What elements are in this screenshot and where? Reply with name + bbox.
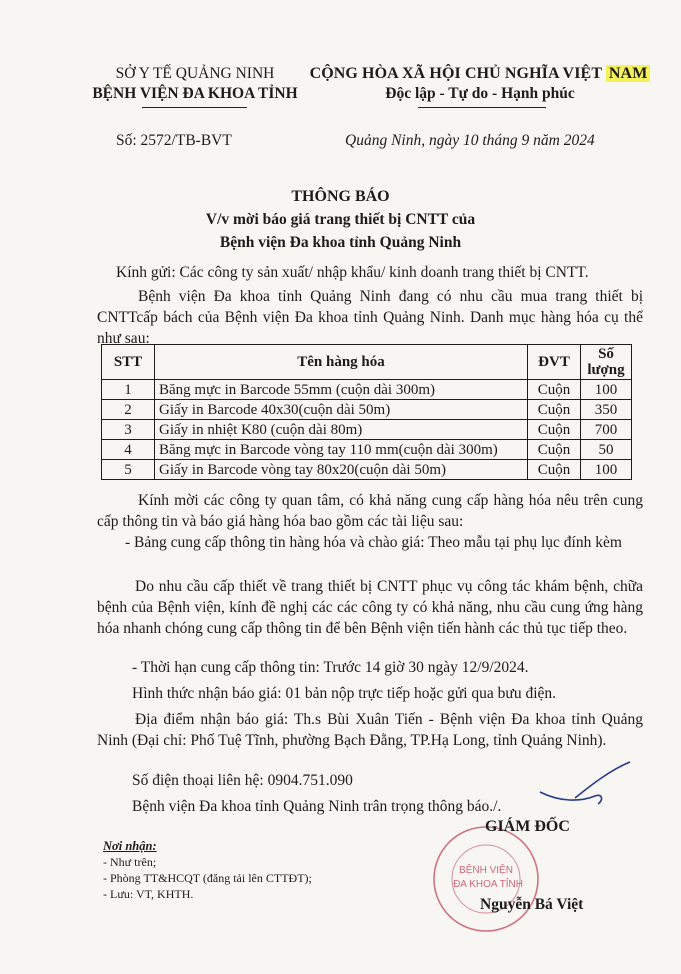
document-number: Số: 2572/TB-BVT xyxy=(116,132,232,149)
nation-title-highlight: NAM xyxy=(606,65,651,82)
row-unit: Cuộn xyxy=(528,440,581,460)
row-unit: Cuộn xyxy=(528,400,581,420)
official-stamp xyxy=(430,823,542,935)
table-row xyxy=(102,460,632,480)
row-name: Giấy in Barcode 40x30(cuộn dài 50m) xyxy=(155,400,528,420)
header-name: Tên hàng hóa xyxy=(155,345,528,380)
row-stt: 5 xyxy=(102,460,155,480)
header-unit: ĐVT xyxy=(528,345,581,380)
recipient-item: - Phòng TT&HCQT (đăng tải lên CTTĐT); xyxy=(103,871,312,885)
header-qty: Số lượng xyxy=(581,345,632,380)
row-unit: Cuộn xyxy=(528,420,581,440)
paragraph-documents: - Bảng cung cấp thông tin hàng hóa và chào giá: Theo mẫu tại phụ lục đính kèm xyxy=(125,534,622,551)
signer-name: Nguyễn Bá Việt xyxy=(480,896,584,913)
paragraph-deadline: - Thời hạn cung cấp thông tin: Trước 14 giờ 30 ngày 12/9/2024. xyxy=(132,659,529,676)
row-qty: 700 xyxy=(581,420,632,440)
nation-block xyxy=(300,64,660,104)
paragraph-invitation: Kính mời các công ty quan tâm, có khả năng cung cấp hàng hóa nêu trên cung cấp thông tin và báo giá hàng hóa bao gồm các tài liệu sau: xyxy=(97,492,643,530)
recipient-item: - Như trên; xyxy=(103,855,157,869)
row-qty: 100 xyxy=(581,460,632,480)
signer-role: GIÁM ĐỐC xyxy=(485,818,570,835)
paragraph-location: Địa điểm nhận báo giá: Th.s Bùi Xuân Tiến - Bệnh viện Đa khoa tỉnh Quảng Ninh (Đại chỉ: Phố Tuệ Tĩnh, phường Bạch Đằng, TP.Hạ Long, tỉnh Quảng Ninh). xyxy=(97,711,643,749)
nation-motto: Độc lập - Tự do - Hạnh phúc xyxy=(385,85,575,102)
issuer-hospital: BỆNH VIỆN ĐA KHOA TỈNH xyxy=(92,85,298,102)
issuer-underline xyxy=(142,107,247,108)
row-stt: 4 xyxy=(102,440,155,460)
recipients-heading: Nơi nhận: xyxy=(103,839,157,853)
row-unit: Cuộn xyxy=(528,380,581,400)
paragraph-closing: Bệnh viện Đa khoa tỉnh Quảng Ninh trân trọng thông báo./. xyxy=(132,798,502,815)
issuer-block xyxy=(70,64,320,104)
header-stt: STT xyxy=(102,345,155,380)
place-date: Quảng Ninh, ngày 10 tháng 9 năm 2024 xyxy=(345,132,595,149)
row-qty: 100 xyxy=(581,380,632,400)
signature-scribble xyxy=(520,758,640,818)
goods-table xyxy=(101,344,632,480)
row-qty: 350 xyxy=(581,400,632,420)
paragraph-urgency: Do nhu cầu cấp thiết về trang thiết bị CNTT phục vụ công tác khám bệnh, chữa bệnh của Bệnh viện, kính đề nghị các các công ty có khả năng, nhu cầu cung ứng hàng hóa nhanh chóng cung cấp thông tin để bên Bệnh viện tiến hành các thủ tục tiếp theo. xyxy=(97,578,643,637)
greeting: Kính gửi: Các công ty sản xuất/ nhập khẩu/ kinh doanh trang thiết bị CNTT. xyxy=(116,264,589,281)
row-stt: 3 xyxy=(102,420,155,440)
row-name: Giấy in nhiệt K80 (cuộn dài 80m) xyxy=(155,420,528,440)
row-name: Băng mực in Barcode vòng tay 110 mm(cuộn dài 300m) xyxy=(155,440,528,460)
intro-paragraph: Bệnh viện Đa khoa tỉnh Quảng Ninh đang có nhu cầu mua trang thiết bị CNTTcấp bách của Bệnh viện Đa khoa tỉnh Quảng Ninh. Danh mục hàng hóa cụ thể như sau: xyxy=(97,288,643,347)
row-stt: 2 xyxy=(102,400,155,420)
notice-subject-hospital: Bệnh viện Đa khoa tỉnh Quảng Ninh xyxy=(219,234,462,251)
paragraph-submission: Hình thức nhận báo giá: 01 bản nộp trực tiếp hoặc gửi qua bưu điện. xyxy=(132,685,557,702)
paragraph-phone: Số điện thoại liên hệ: 0904.751.090 xyxy=(132,772,353,789)
nation-title-main: CỘNG HÒA XÃ HỘI CHỦ NGHĨA VIỆT xyxy=(309,65,606,82)
row-qty: 50 xyxy=(581,440,632,460)
table-row xyxy=(102,400,632,420)
notice-subject: V/v mời báo giá trang thiết bị CNTT của xyxy=(205,211,476,228)
motto-underline xyxy=(418,107,546,108)
nation-title xyxy=(300,64,660,84)
recipients-block xyxy=(103,838,312,902)
svg-text:BỆNH VIỆN: BỆNH VIỆN xyxy=(459,865,513,876)
table-row xyxy=(102,380,632,400)
row-name: Giấy in Barcode vòng tay 80x20(cuộn dài 50m) xyxy=(155,460,528,480)
table-header-row xyxy=(102,345,632,380)
issuer-org: SỞ Y TẾ QUẢNG NINH xyxy=(115,65,275,82)
row-stt: 1 xyxy=(102,380,155,400)
table-row xyxy=(102,440,632,460)
table-row xyxy=(102,420,632,440)
row-name: Băng mực in Barcode 55mm (cuộn dài 300m) xyxy=(155,380,528,400)
notice-title: THÔNG BÁO xyxy=(291,188,390,205)
row-unit: Cuộn xyxy=(528,460,581,480)
recipient-item: - Lưu: VT, KHTH. xyxy=(103,887,194,901)
svg-text:ĐA KHOA TỈNH: ĐA KHOA TỈNH xyxy=(453,879,523,890)
